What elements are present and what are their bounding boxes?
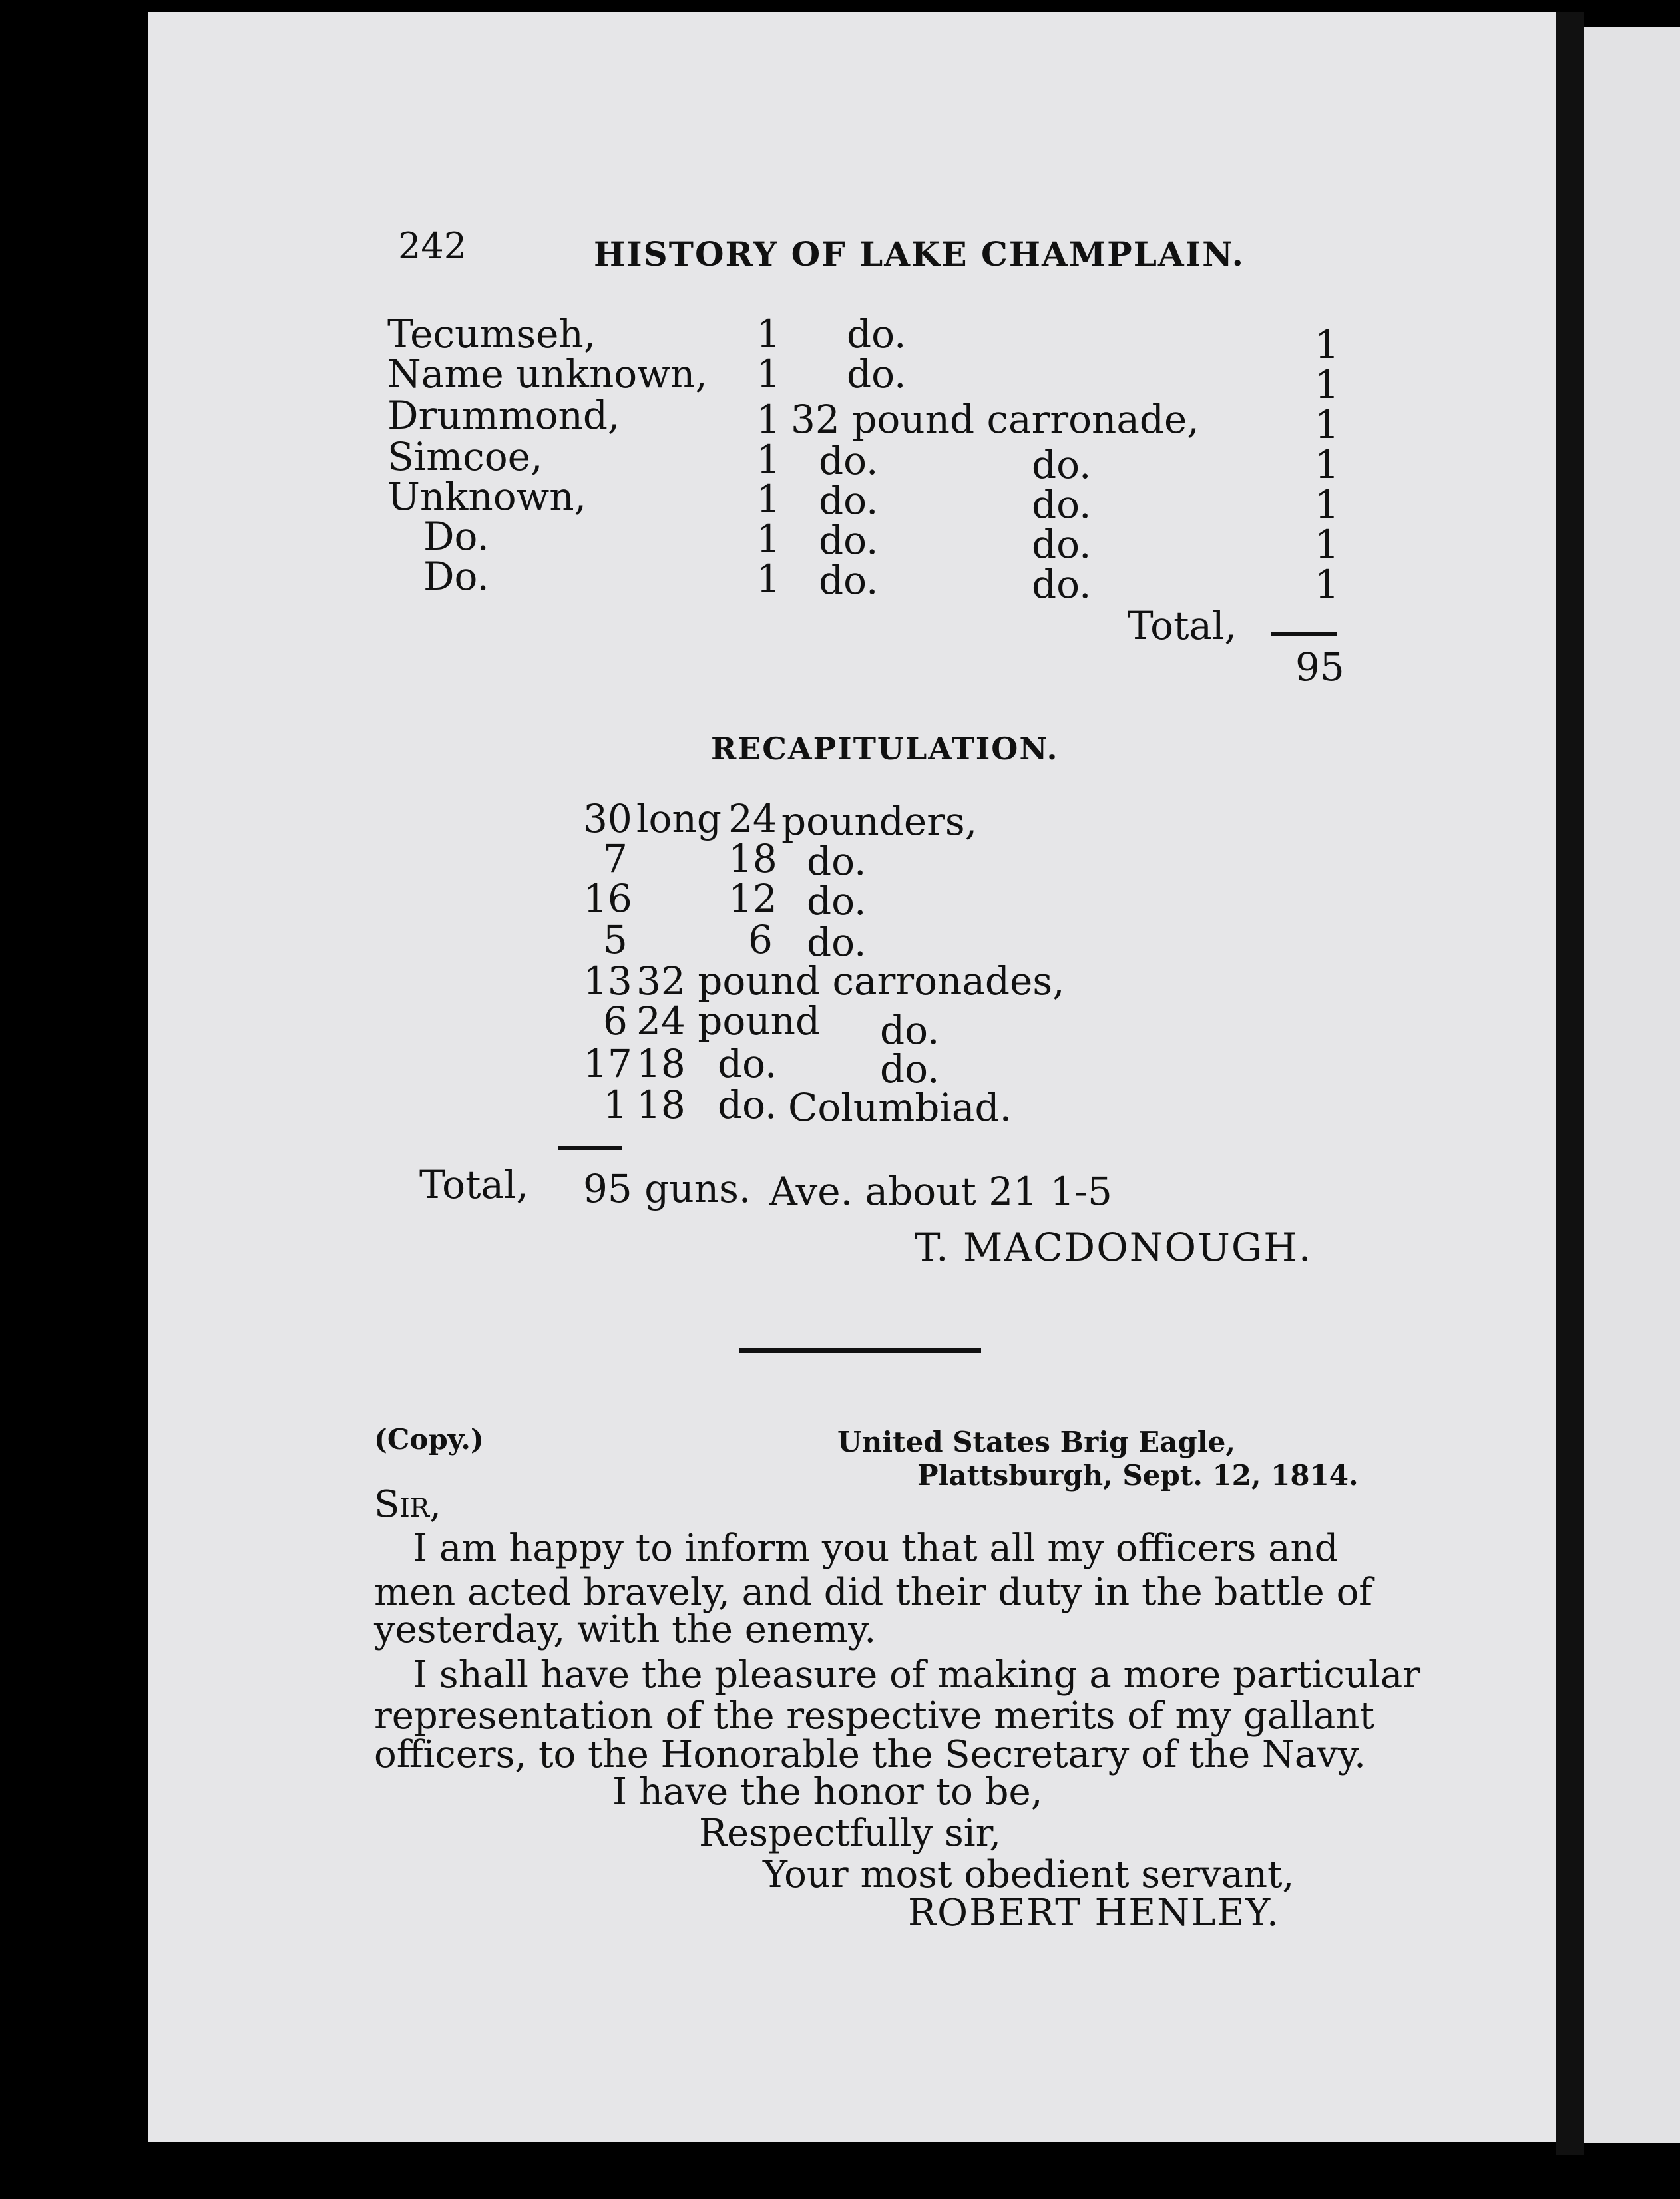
recap-count: 5 xyxy=(603,917,628,962)
gun-type: do. xyxy=(819,438,879,483)
vessel-name: Tecumseh, xyxy=(387,311,596,357)
vessel-name: Do. xyxy=(423,514,489,559)
recap-total-label: Total, xyxy=(419,1162,528,1207)
row-total: 1 xyxy=(1315,562,1339,607)
vessel-name: Name unknown, xyxy=(387,351,708,397)
letter-body-line: officers, to the Honorable the Secretary of the Navy. xyxy=(374,1733,1366,1776)
gun-count: 1 xyxy=(756,397,781,442)
gun-count: 1 xyxy=(756,351,781,397)
recap-count: 30 xyxy=(583,796,632,841)
letter-origin-line1: United States Brig Eagle, xyxy=(837,1426,1236,1458)
vessel-name: Drummond, xyxy=(387,393,620,438)
recapitulation-heading: RECAPITULATION. xyxy=(711,731,1059,767)
recap-desc: do. xyxy=(807,839,867,884)
recap-caliber: do. xyxy=(718,1041,777,1086)
recap-count: 6 xyxy=(603,998,628,1044)
recap-kind: 24 pound xyxy=(636,998,821,1044)
recap-caliber: 24 xyxy=(728,796,777,841)
recap-kind: 18 xyxy=(636,1041,686,1086)
gun-count: 1 xyxy=(756,311,781,357)
gun-count: 1 xyxy=(756,556,781,602)
recap-kind: long xyxy=(636,796,722,841)
recap-count: 16 xyxy=(583,876,632,921)
page-gutter xyxy=(1556,12,1584,2155)
recap-average: Ave. about 21 1-5 xyxy=(769,1169,1112,1214)
recap-caliber: 18 xyxy=(728,836,777,881)
table-total-value: 95 xyxy=(1295,644,1345,690)
recap-desc: do. xyxy=(807,920,867,965)
section-divider xyxy=(739,1348,981,1353)
recap-desc: Columbiad. xyxy=(788,1085,1012,1130)
recap-desc: do. xyxy=(880,1008,940,1053)
facing-page-edge xyxy=(1584,27,1680,2143)
row-total: 1 xyxy=(1315,442,1339,487)
sum-rule xyxy=(1271,632,1337,636)
table-total-label: Total, xyxy=(1128,603,1237,648)
gun-count: 1 xyxy=(756,437,781,482)
gun-type: do. xyxy=(847,311,907,357)
row-total: 1 xyxy=(1315,322,1339,367)
gun-type: 32 pound carronade, xyxy=(791,397,1199,442)
salutation: Sir, xyxy=(374,1483,441,1526)
recap-desc: pounders, xyxy=(781,799,978,844)
closing-line: Respectfully sir, xyxy=(699,1812,1002,1855)
closing-line: Your most obedient servant, xyxy=(763,1853,1295,1896)
gun-type: do. xyxy=(819,558,879,603)
gun-type: do. xyxy=(819,518,879,563)
gun-detail: do. xyxy=(1032,562,1092,607)
recap-count: 1 xyxy=(603,1082,628,1127)
signature-henley: ROBERT HENLEY. xyxy=(908,1892,1280,1935)
gun-detail: do. xyxy=(1032,482,1092,527)
recap-count: 17 xyxy=(583,1041,632,1086)
recap-kind: 32 pound carronades, xyxy=(636,958,1065,1004)
row-total: 1 xyxy=(1315,522,1339,567)
gun-count: 1 xyxy=(756,516,781,562)
vessel-name: Do. xyxy=(423,554,489,599)
signature-macdonough: T. MACDONOUGH. xyxy=(915,1225,1313,1270)
letter-body-line: I shall have the pleasure of making a more particular xyxy=(413,1653,1420,1697)
page-number: 242 xyxy=(398,225,467,267)
recap-caliber: 12 xyxy=(728,876,777,921)
recap-caliber: 6 xyxy=(748,917,773,962)
recap-desc: do. xyxy=(880,1046,940,1092)
sum-rule xyxy=(558,1146,622,1150)
vessel-name: Unknown, xyxy=(387,474,587,519)
gun-type: do. xyxy=(819,478,879,523)
gun-type: do. xyxy=(847,351,907,397)
row-total: 1 xyxy=(1315,482,1339,527)
letter-origin-line2: Plattsburgh, Sept. 12, 1814. xyxy=(917,1459,1359,1492)
letter-body-line: I am happy to inform you that all my officers and xyxy=(413,1527,1339,1570)
copy-label: (Copy.) xyxy=(374,1423,484,1456)
recap-count: 13 xyxy=(583,958,632,1004)
running-title: HISTORY OF LAKE CHAMPLAIN. xyxy=(594,234,1245,274)
recap-total-value: 95 guns. xyxy=(583,1166,751,1211)
vessel-name: Simcoe, xyxy=(387,434,543,479)
gun-count: 1 xyxy=(756,477,781,522)
closing-line: I have the honor to be, xyxy=(612,1770,1043,1814)
recap-count: 7 xyxy=(603,836,628,881)
recap-desc: do. xyxy=(807,879,867,924)
letter-body-line: yesterday, with the enemy. xyxy=(374,1608,877,1651)
letter-body-line: representation of the respective merits of my gallant xyxy=(374,1695,1375,1738)
recap-caliber: do. xyxy=(718,1082,777,1127)
recap-kind: 18 xyxy=(636,1082,686,1127)
gun-detail: do. xyxy=(1032,522,1092,567)
letter-body-line: men acted bravely, and did their duty in the battle of xyxy=(374,1571,1373,1614)
row-total: 1 xyxy=(1315,402,1339,447)
gun-detail: do. xyxy=(1032,442,1092,487)
row-total: 1 xyxy=(1315,362,1339,407)
